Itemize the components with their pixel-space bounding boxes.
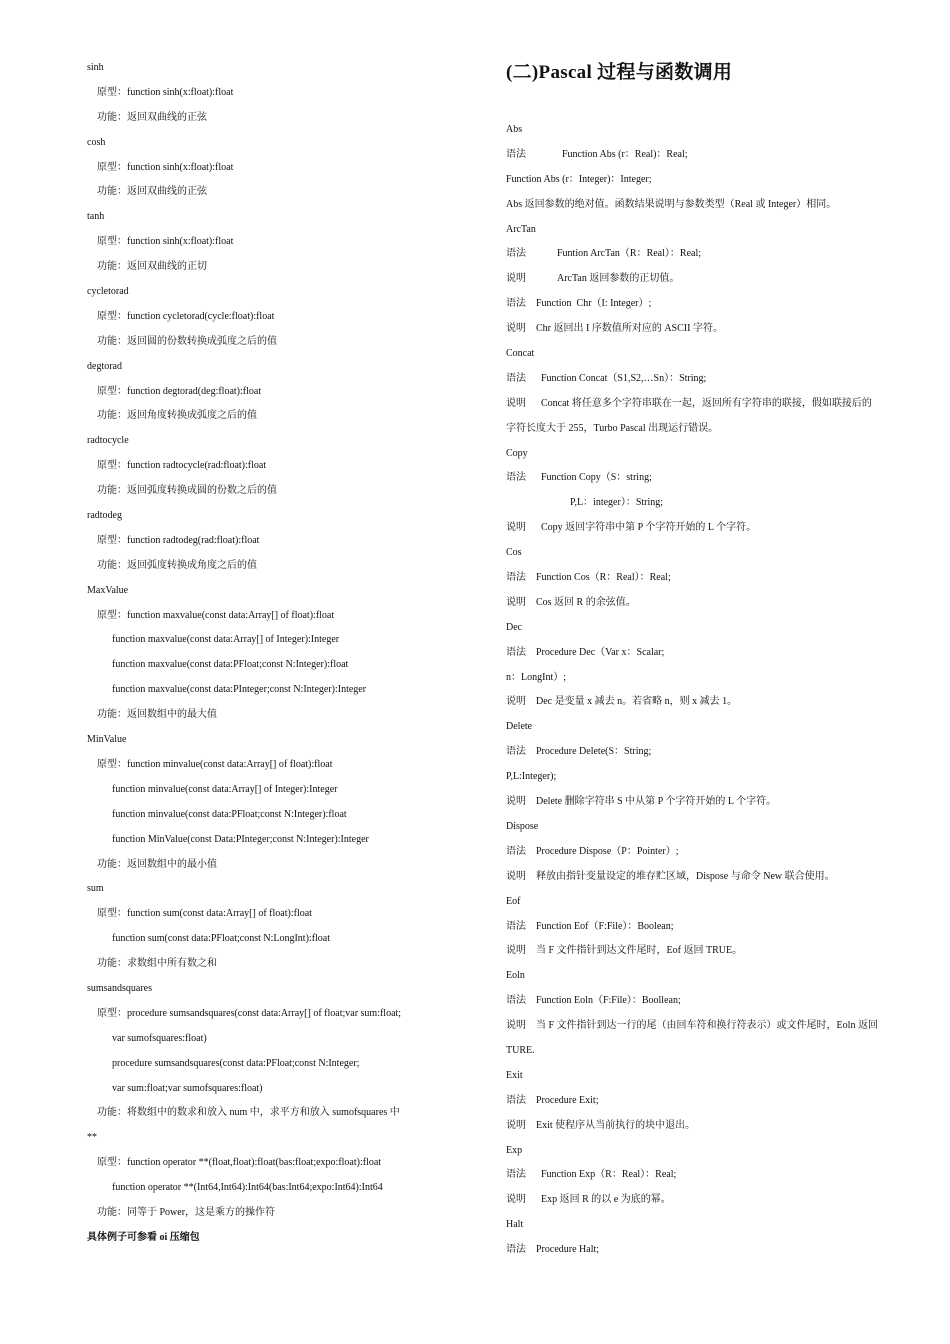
right-line: Abs 返回参数的绝对值。函数结果说明与参数类型（Real 或 Integer）相同。 — [506, 198, 837, 210]
line-label: 语法 — [506, 148, 526, 160]
line-label: 语法 — [506, 298, 526, 310]
left-line: 功能：返回圆的份数转换成弧度之后的值 — [97, 335, 277, 347]
line-text: Procedure Halt; — [536, 1244, 600, 1256]
left-line: 原型：function minvalue(const data:Array[] of float):float — [97, 758, 333, 770]
line-label: 语法 — [506, 995, 526, 1007]
line-label: 说明 — [506, 1194, 526, 1206]
left-line: 原型：procedure sumsandsquares(const data:Array[] of float;var sum:float; — [97, 1007, 402, 1019]
right-line — [506, 292, 898, 317]
right-line — [506, 740, 898, 765]
line-label: 说明 — [506, 870, 526, 882]
left-line: 功能：返回双曲线的正切 — [97, 261, 207, 273]
right-line — [506, 267, 898, 292]
line-text: Exp 返回 R 的以 e 为底的幂。 — [536, 1194, 671, 1206]
line-text: Function Exp（R：Real）：Real; — [536, 1169, 677, 1181]
line-label: 语法 — [506, 472, 526, 484]
left-line: var sum:float;var sumofsquares:float) — [112, 1082, 263, 1094]
right-column — [506, 0, 898, 1263]
line-label: 说明 — [506, 945, 526, 957]
line-label: 语法 — [506, 845, 526, 857]
line-label: 语法 — [506, 746, 526, 758]
section-title: (二)Pascal 过程与函数调用 — [506, 62, 733, 83]
line-label: 语法 — [506, 1244, 526, 1256]
right-line: P,L:Integer); — [506, 771, 557, 783]
left-line: procedure sumsandsquares(const data:PFloat;const N:Integer; — [112, 1057, 360, 1069]
line-text: Concat 将任意多个字符串联在一起，返回所有字符串的联接，假如联接后的 — [536, 397, 872, 409]
left-line: sinh — [87, 62, 104, 73]
right-line: Cos — [506, 547, 522, 559]
line-label: 语法 — [506, 1169, 526, 1181]
right-line: TURE. — [506, 1044, 535, 1056]
right-line: Eoln — [506, 970, 525, 982]
left-line: 具体例子可参看 oi 压缩包 — [87, 1231, 200, 1243]
left-column — [87, 0, 447, 1251]
line-label: 说明 — [506, 1020, 526, 1032]
line-label: 说明 — [506, 696, 526, 708]
right-line: ArcTan — [506, 223, 536, 235]
right-line: Eof — [506, 895, 521, 907]
left-line: 原型：function sinh(x:float):float — [97, 86, 234, 98]
line-label: 说明 — [506, 522, 526, 534]
line-text: Function Eoln（F:File）：Boollean; — [536, 995, 681, 1007]
line-text: Chr 返回出 I 序数值所对应的 ASCII 字符。 — [536, 323, 723, 335]
right-line — [506, 690, 898, 715]
left-line: 原型：function radtocycle(rad:float):float — [97, 460, 267, 472]
line-label: 说明 — [506, 397, 526, 409]
line-label: 说明 — [506, 1119, 526, 1131]
left-line: MaxValue — [87, 584, 129, 596]
left-line: 原型：function maxvalue(const data:Array[] of float):float — [97, 609, 335, 621]
left-line: 原型：function operator **(float,float):float(bas:float;expo:float):float — [97, 1157, 382, 1169]
left-line: ** — [87, 1132, 97, 1144]
line-text: 释放由指针变量设定的堆存贮区域，Dispose 与命令 New 联合使用。 — [536, 870, 835, 882]
right-line: Dispose — [506, 820, 539, 832]
left-line: 功能：返回双曲线的正弦 — [97, 186, 207, 198]
left-line: function maxvalue(const data:Array[] of Integer):Integer — [112, 634, 340, 646]
left-line: 原型：function degtorad(deg:float):float — [97, 385, 262, 397]
right-line-list — [506, 118, 898, 1263]
line-text: ArcTan 返回参数的正切值。 — [557, 273, 680, 285]
left-line: 功能：将数组中的数求和放入 num 中，求平方和放入 sumofsquares 中 — [97, 1107, 400, 1119]
right-line — [506, 367, 898, 392]
left-line: 功能：返回弧度转换成圆的份数之后的值 — [97, 485, 277, 497]
left-line: sum — [87, 883, 104, 895]
left-line: degtorad — [87, 360, 122, 372]
left-line: var sumofsquares:float) — [112, 1032, 207, 1044]
line-label: 说明 — [506, 796, 526, 808]
line-text: Cos 返回 R 的余弦值。 — [536, 596, 636, 608]
right-line: Function Abs (r：Integer)：Integer; — [506, 173, 652, 185]
right-line: n：LongInt）; — [506, 671, 566, 683]
left-line: 原型：function sinh(x:float):float — [97, 236, 234, 248]
right-line — [506, 143, 898, 168]
line-text: Procedure Dec（Var x：Scalar; — [536, 646, 665, 658]
line-text: Function Chr（I: Integer）; — [536, 298, 652, 310]
right-line — [506, 392, 898, 417]
right-line — [506, 790, 898, 815]
right-line — [506, 1089, 898, 1114]
right-line — [506, 989, 898, 1014]
right-line — [506, 939, 898, 964]
line-text: Exit 使程序从当前执行的块中退出。 — [536, 1119, 696, 1131]
line-text: Procedure Dispose（P：Pointer）; — [536, 845, 679, 857]
right-line — [506, 466, 898, 491]
left-line: 功能：返回数组中的最大值 — [97, 709, 217, 721]
left-line: radtocycle — [87, 435, 129, 447]
line-label: 说明 — [506, 273, 526, 285]
right-line — [506, 641, 898, 666]
line-text: Function Concat（S1,S2,…Sn）：String; — [536, 372, 707, 384]
line-label: 语法 — [506, 1094, 526, 1106]
line-text: Function Cos（R：Real）：Real; — [536, 572, 671, 584]
right-line: P,L：integer）：String; — [570, 497, 664, 509]
right-line — [506, 865, 898, 890]
right-line — [506, 1188, 898, 1213]
right-line: 字符长度大于 255，Turbo Pascal 出现运行错误。 — [506, 422, 719, 434]
line-text: Delete 删除字符串 S 中从第 P 个字符开始的 L 个字符。 — [536, 796, 777, 808]
right-line — [506, 1014, 898, 1039]
line-text: Copy 返回字符串中第 P 个字符开始的 L 个字符。 — [536, 522, 757, 534]
line-text: 当 F 文件指针到达一行的尾（由回车符和换行符表示）或文件尾时，Eoln 返回 — [536, 1020, 878, 1032]
right-line — [506, 242, 898, 267]
left-line: 功能：返回角度转换成弧度之后的值 — [97, 410, 257, 422]
right-line: Copy — [506, 447, 528, 459]
left-line: 功能：返回弧度转换成角度之后的值 — [97, 559, 257, 571]
right-line — [506, 840, 898, 865]
left-line: function MinValue(const Data:PInteger;const N:Integer):Integer — [112, 833, 369, 845]
left-line: 原型：function radtodeg(rad:float):float — [97, 534, 260, 546]
right-line — [506, 516, 898, 541]
right-line: Concat — [506, 348, 535, 360]
left-line: 功能：同等于 Power，这是乘方的操作符 — [97, 1206, 276, 1218]
line-text: Procedure Exit; — [536, 1094, 599, 1106]
right-line — [506, 1238, 898, 1263]
right-line — [506, 566, 898, 591]
line-text: 当 F 文件指针到达文件尾时，Eof 返回 TRUE。 — [536, 945, 743, 957]
left-line: function maxvalue(const data:PInteger;const N:Integer):Integer — [112, 684, 367, 696]
right-line: Halt — [506, 1219, 524, 1231]
left-line: 功能：求数组中所有数之和 — [97, 958, 217, 970]
left-line: function minvalue(const data:Array[] of Integer):Integer — [112, 783, 338, 795]
right-line: Exp — [506, 1144, 523, 1156]
right-line — [506, 591, 898, 616]
line-text: Dec 是变量 x 减去 n。若省略 n，则 x 减去 1。 — [536, 696, 738, 708]
left-line: 功能：返回数组中的最小值 — [97, 858, 217, 870]
left-line: radtodeg — [87, 510, 122, 522]
left-line: tanh — [87, 211, 105, 223]
line-label: 语法 — [506, 248, 526, 260]
left-line: sumsandsquares — [87, 982, 152, 994]
right-line — [506, 317, 898, 342]
left-line: 功能：返回双曲线的正弦 — [97, 111, 207, 123]
left-line: function sum(const data:PFloat;const N:LongInt):float — [112, 933, 331, 945]
right-line: Dec — [506, 621, 523, 633]
line-text: Function Copy（S：string; — [536, 472, 652, 484]
left-line: 原型：function cycletorad(cycle:float):float — [97, 310, 275, 322]
line-label: 语法 — [506, 372, 526, 384]
line-label: 说明 — [506, 323, 526, 335]
left-line: cosh — [87, 136, 106, 148]
left-line: cycletorad — [87, 286, 129, 298]
line-label: 语法 — [506, 920, 526, 932]
line-text: Function Abs (r：Real)：Real; — [562, 148, 688, 160]
right-line — [506, 1114, 898, 1139]
line-text: Procedure Delete(S：String; — [536, 746, 652, 758]
left-line: function minvalue(const data:PFloat;const N:Integer):float — [112, 808, 347, 820]
right-line — [506, 915, 898, 940]
line-text: Function Eof（F:File）：Boolean; — [536, 920, 674, 932]
right-line: Abs — [506, 124, 523, 135]
left-line: MinValue — [87, 734, 127, 746]
line-text: Funtion ArcTan（R：Real）：Real; — [557, 248, 702, 260]
line-label: 语法 — [506, 572, 526, 584]
right-line: Delete — [506, 721, 533, 733]
right-line: Exit — [506, 1069, 523, 1081]
right-line — [506, 1163, 898, 1188]
line-label: 语法 — [506, 646, 526, 658]
left-line: 原型：function sum(const data:Array[] of float):float — [97, 908, 312, 920]
line-label: 说明 — [506, 596, 526, 608]
left-line-list — [87, 56, 447, 1251]
left-line: 原型：function sinh(x:float):float — [97, 161, 234, 173]
left-line: function maxvalue(const data:PFloat;const N:Integer):float — [112, 659, 349, 671]
left-line: function operator **(Int64,Int64):Int64(bas:Int64;expo:Int64):Int64 — [112, 1182, 383, 1194]
